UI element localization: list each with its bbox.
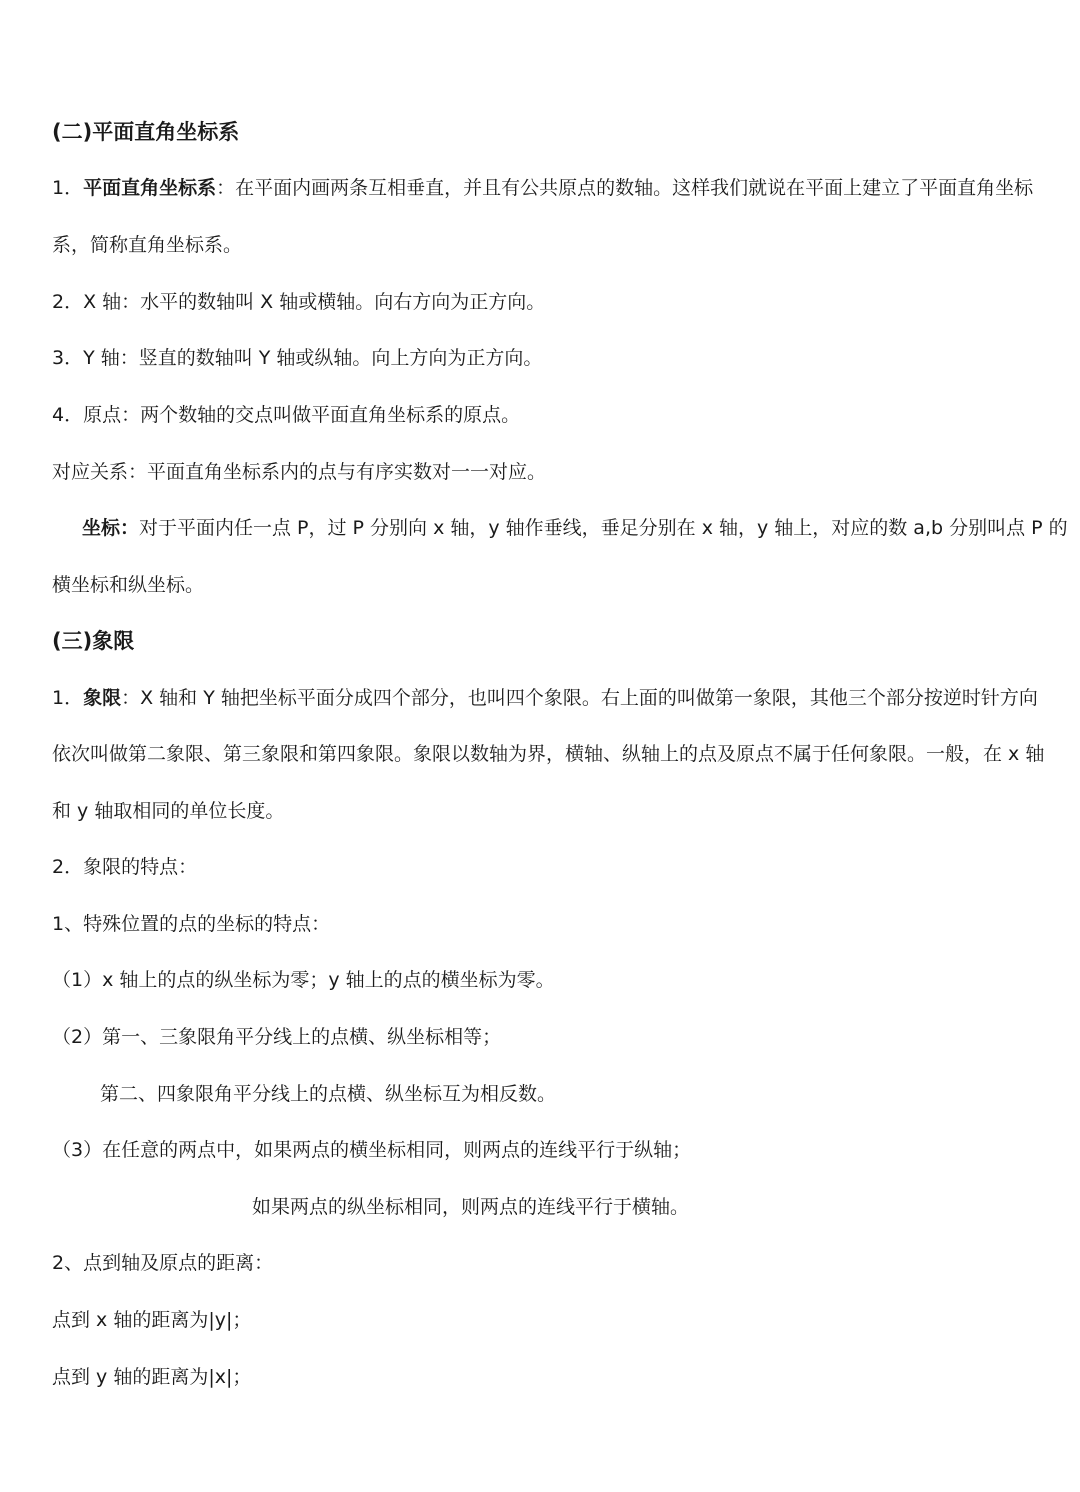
distance-to-y-axis: 点到 y 轴的距离为|x|； <box>52 1366 252 1388</box>
special-points-1: （1）x 轴上的点的纵坐标为零；y 轴上的点的横坐标为零。 <box>52 969 555 991</box>
correspondence-relation: 对应关系：平面直角坐标系内的点与有序实数对一一对应。 <box>52 461 547 483</box>
item-text: ：在平面内画两条互相垂直，并且有公共原点的数轴。这样我们就说在平面上建立了平面直角坐标 <box>216 177 1034 199</box>
section-2-item-1 <box>52 174 1052 202</box>
distance-heading: 2、点到轴及原点的距离： <box>52 1252 274 1274</box>
distance-to-x-axis: 点到 x 轴的距离为|y|； <box>52 1309 252 1331</box>
section-3-item-1 <box>52 684 1052 712</box>
section-3-heading: (三)象限 <box>52 629 135 653</box>
section-3-item-2: 2．象限的特点： <box>52 856 198 878</box>
item-number: 1． <box>52 687 84 709</box>
item-text: ：X 轴和 Y 轴把坐标平面分成四个部分，也叫四个象限。右上面的叫做第一象限，其他三个部分按逆时针方向 <box>121 687 1038 709</box>
section-2-item-4: 4．原点：两个数轴的交点叫做平面直角坐标系的原点。 <box>52 404 521 426</box>
section-3-item-1-continued-1: 依次叫做第二象限、第三象限和第四象限。象限以数轴为界，横轴、纵轴上的点及原点不属于任何象限。一般，在 x 轴 <box>52 743 1045 765</box>
term-cartesian-system: 平面直角坐标系 <box>83 177 217 199</box>
section-2-heading: (二)平面直角坐标系 <box>52 120 240 144</box>
term-quadrant: 象限 <box>83 687 122 709</box>
special-points-3-continued: 如果两点的纵坐标相同，则两点的连线平行于横轴。 <box>252 1196 690 1218</box>
special-points-2-continued: 第二、四象限角平分线上的点横、纵坐标互为相反数。 <box>100 1083 557 1105</box>
special-points-2: （2）第一、三象限角平分线上的点横、纵坐标相等； <box>52 1026 502 1048</box>
coordinate-text: 对于平面内任一点 P，过 P 分别向 x 轴，y 轴作垂线，垂足分别在 x 轴，y 轴上，对应的数 a,b 分别叫点 P 的 <box>139 517 1068 539</box>
item-number: 1． <box>52 177 84 199</box>
section-2-item-1-continued: 系，简称直角坐标系。 <box>52 234 243 256</box>
section-3-item-1-continued-2: 和 y 轴取相同的单位长度。 <box>52 800 285 822</box>
section-2-item-2: 2．X 轴：水平的数轴叫 X 轴或横轴。向右方向为正方向。 <box>52 291 546 313</box>
special-points-3: （3）在任意的两点中，如果两点的横坐标相同，则两点的连线平行于纵轴； <box>52 1139 692 1161</box>
term-coordinate: 坐标： <box>82 517 140 539</box>
special-points-heading: 1、特殊位置的点的坐标的特点： <box>52 913 331 935</box>
section-2-item-3: 3．Y 轴：竖直的数轴叫 Y 轴或纵轴。向上方向为正方向。 <box>52 347 543 369</box>
coordinate-definition <box>82 514 1080 542</box>
coordinate-definition-continued: 横坐标和纵坐标。 <box>52 574 205 596</box>
